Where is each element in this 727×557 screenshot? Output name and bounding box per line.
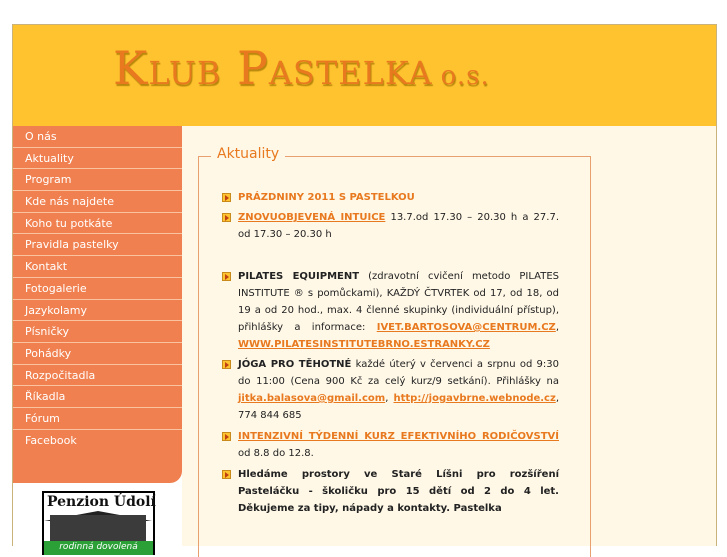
house-icon [50,515,146,541]
sponsor-tagline: rodinná dovolená [44,541,153,555]
section-title: Aktuality [211,146,285,162]
site-title-suffix: o.s. [440,61,490,91]
site-title[interactable] [113,41,490,95]
sidebar-item-kde-nas-najdete[interactable]: Kde nás najdete [13,191,182,213]
spacer [222,246,559,268]
url-link-jogavbrne[interactable]: http://jogavbrne.webnode.cz [393,393,556,404]
header [13,25,716,126]
news-item [222,189,559,206]
news-text: 13.7.od 17.30 – 20.30 h a 27.7. od 17.30 – 20.30 h [238,212,560,240]
news-text: od 8.8 do 12.8. [238,448,314,459]
news-item [222,356,559,424]
news-heading: JÓGA PRO TĚHOTNÉ [238,359,352,370]
bullet-arrow-icon [222,470,231,479]
news-heading: PILATES EQUIPMENT [238,271,360,282]
sidebar-item-pravidla-pastelky[interactable]: Pravidla pastelky [13,234,182,256]
bullet-arrow-icon [222,272,231,281]
main-content [182,126,716,546]
sidebar-item-jazykolamy[interactable]: Jazykolamy [13,300,182,322]
sidebar-item-facebook[interactable]: Facebook [25,433,77,447]
sidebar-item-pohadky[interactable]: Pohádky [13,343,182,365]
sidebar-item-aktuality[interactable]: Aktuality [13,148,182,170]
sidebar [13,126,182,552]
email-link-bartosova[interactable]: IVET.BARTOSOVA@CENTRUM.CZ [376,322,556,333]
sidebar-item-forum[interactable]: Fórum [13,408,182,430]
sidebar-nav [13,126,182,483]
news-list [222,189,559,520]
site-title-text: Klub Pastelka [113,41,433,95]
separator: , [555,322,559,333]
sidebar-item-pisnicky[interactable]: Písničky [13,321,182,343]
news-item [222,209,559,243]
news-item [222,466,559,517]
page [12,24,717,552]
sidebar-item-kontakt[interactable]: Kontakt [13,256,182,278]
sidebar-item-o-nas[interactable]: O nás [13,126,182,148]
sponsor-name: Penzion Údolí [47,494,156,510]
news-link-kurz[interactable]: INTENZIVNÍ TÝDENNÍ KURZ EFEKTIVNÍHO RODIČOVSTVÍ [238,431,559,442]
sponsor-banner[interactable] [42,491,155,555]
news-heading: PRÁZDNINY 2011 S PASTELKOU [238,192,415,203]
sidebar-item-koho-tu-potkate[interactable]: Koho tu potkáte [13,213,182,235]
bullet-arrow-icon [222,213,231,222]
news-item [222,268,559,353]
bullet-arrow-icon [222,432,231,441]
news-text: (zdravotní cvičení metodo PILATES INSTITUTE ® s pomůckami), KAŽDÝ ČTVRTEK od 17, od 18, od 19 a od 20 hod., max. 4 členné skupinky (individuální přístup), přihlášky a informace: [238,271,559,333]
news-item [222,428,559,462]
email-link-balasova[interactable]: jitka.balasova@gmail.com [238,393,386,404]
sidebar-item-fotogalerie[interactable]: Fotogalerie [13,278,182,300]
separator: , [385,393,394,404]
sidebar-item-rikadla[interactable]: Říkadla [13,386,182,408]
news-text: každé úterý v červenci a srpnu od 9:30 do 11:00 (Cena 900 Kč za celý kurz/9 setkání). Přihlášky na [238,359,559,387]
url-link-pilates[interactable]: WWW.PILATESINSTITUTEBRNO.ESTRANKY.CZ [238,339,490,350]
bullet-arrow-icon [222,360,231,369]
bullet-arrow-icon [222,193,231,202]
news-text: Hledáme prostory ve Staré Líšni pro rozšíření Pasteláčku - školičku pro 15 dětí od 2 do 4 let. Děkujeme za tipy, nápady a kontakty. Pastelka [238,469,559,514]
sidebar-item-program[interactable]: Program [13,169,182,191]
sidebar-item-rozpocitadla[interactable]: Rozpočitadla [13,365,182,387]
phone-number: , 774 844 685 [238,393,559,421]
news-link-intuice[interactable]: ZNOVUOBJEVENÁ INTUICE [238,212,386,223]
